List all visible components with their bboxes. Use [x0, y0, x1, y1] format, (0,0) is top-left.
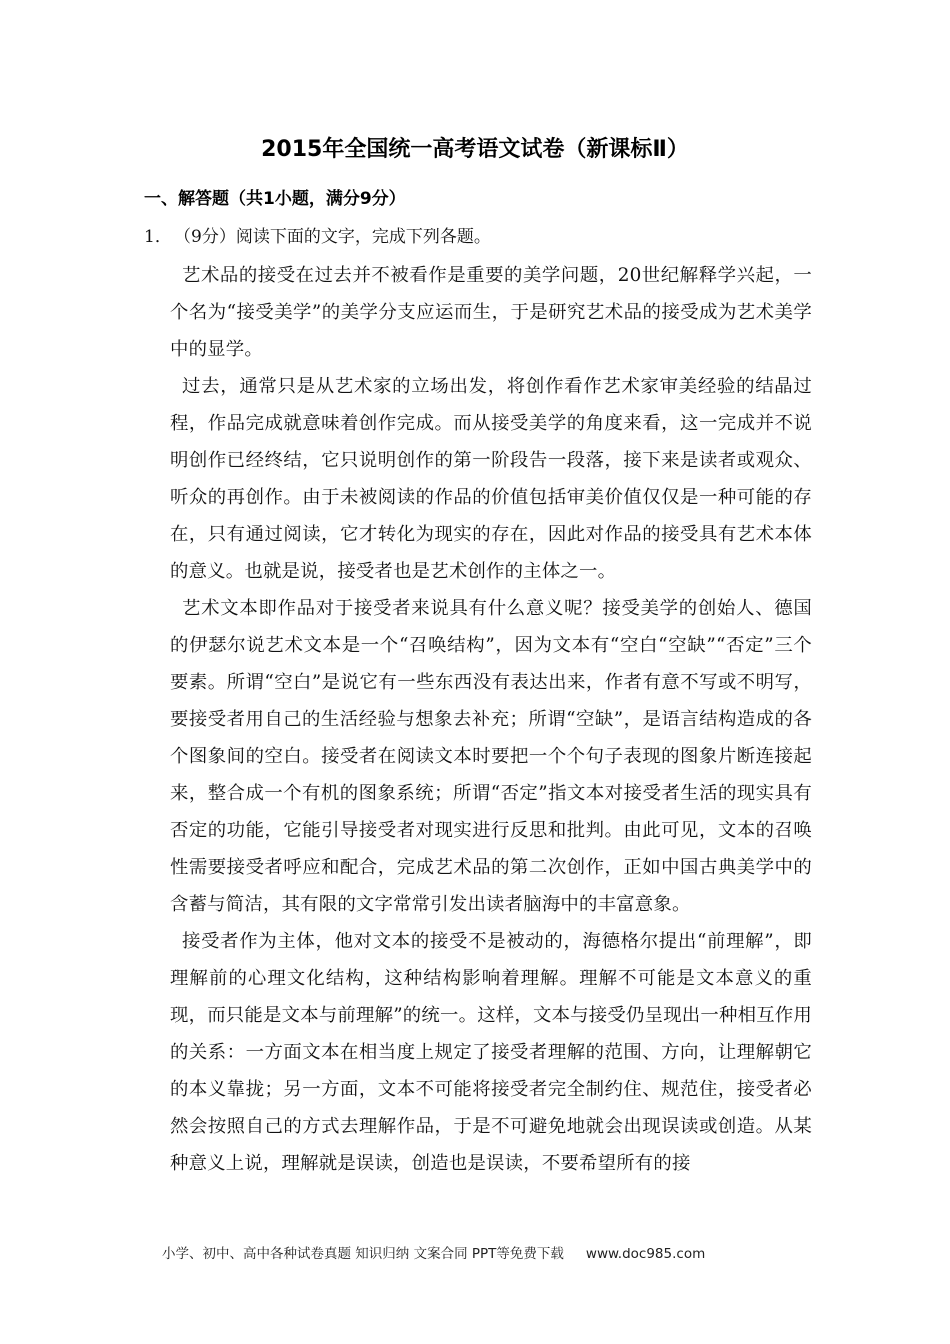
- question-header: [144, 222, 491, 252]
- question-prompt: （9分）阅读下面的文字，完成下列各题。: [174, 227, 491, 247]
- document-title: 2015年全国统一高考语文试卷（新课标Ⅱ）: [261, 137, 689, 162]
- section-heading: 一、解答题（共1小题，满分9分）: [144, 189, 406, 209]
- passage-paragraph: 艺术品的接受在过去并不被看作是重要的美学问题，20世纪解释学兴起，一个名为“接受美学”的美学分支应运而生，于是研究艺术品的接受成为艺术美学中的显学。: [170, 265, 812, 360]
- question-number: 1．: [144, 227, 172, 247]
- footer-text: 小学、初中、高中各种试卷真题 知识归纳 文案合同 PPT等免费下载: [162, 1246, 564, 1262]
- passage-paragraph: 接受者作为主体，他对文本的接受不是被动的，海德格尔提出“前理解”，即理解前的心理文化结构，这种结构影响着理解。理解不可能是文本意义的重现，而只能是文本与前理解”的统一。这样，文本与接受仍呈现出一种相互作用的关系：一方面文本在相当度上规定了接受者理解的范围、方向，让理解朝它的本义靠拢；另一方面，文本不可能将接受者完全制约住、规范住，接受者必然会按照自己的方式去理解作品，于是不可避免地就会出现误读或创造。从某种意义上说，理解就是误读，创造也是误读，不要希望所有的接: [170, 931, 812, 1174]
- reading-passage: [170, 257, 812, 1182]
- page-footer: [162, 1243, 705, 1265]
- footer-url[interactable]: www.doc985.com: [585, 1246, 706, 1262]
- passage-paragraph: 艺术文本即作品对于接受者来说具有什么意义呢？接受美学的创始人、德国的伊瑟尔说艺术文本是一个“召唤结构”，因为文本有“空白“空缺”“否定”三个要素。所谓“空白”是说它有一些东西没有表达出来，作者有意不写或不明写，要接受者用自己的生活经验与想象去补充；所谓“空缺”，是语言结构造成的各个图象间的空白。接受者在阅读文本时要把一个个句子表现的图象片断连接起来，整合成一个有机的图象系统；所谓“否定”指文本对接受者生活的现实具有否定的功能，它能引导接受者对现实进行反思和批判。由此可见，文本的召唤性需要接受者呼应和配合，完成艺术品的第二次创作，正如中国古典美学中的含蓄与简洁，其有限的文字常常引发出读者脑海中的丰富意象。: [170, 598, 812, 915]
- passage-paragraph: 过去，通常只是从艺术家的立场出发，将创作看作艺术家审美经验的结晶过程，作品完成就意味着创作完成。而从接受美学的角度来看，这一完成并不说明创作已经终结，它只说明创作的第一阶段告一段落，接下来是读者或观众、听众的再创作。由于未被阅读的作品的价值包括审美价值仅仅是一种可能的存在，只有通过阅读，它才转化为现实的存在，因此对作品的接受具有艺术本体的意义。也就是说，接受者也是艺术创作的主体之一。: [170, 376, 812, 582]
